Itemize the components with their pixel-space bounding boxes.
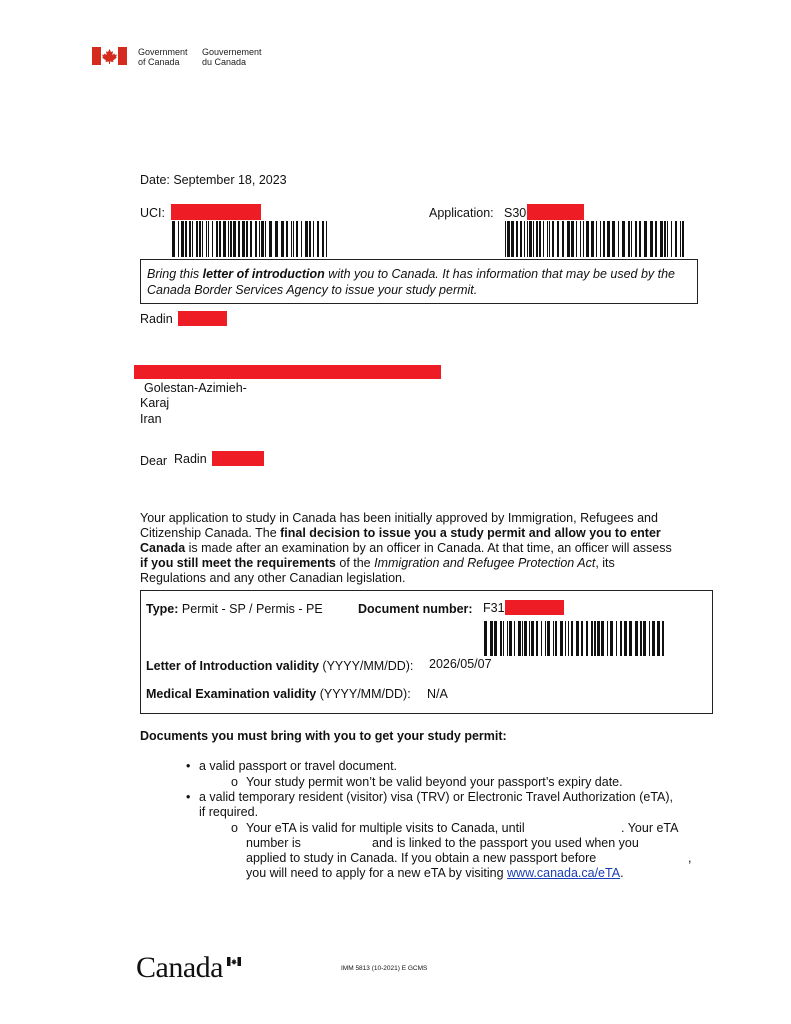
- barcode-bar: [581, 621, 583, 656]
- barcode-bar: [622, 221, 625, 257]
- address-line3: Iran: [140, 412, 162, 426]
- bullet-2-line1: a valid temporary resident (visitor) visa (TRV) or Electronic Travel Authorization (eTA),: [199, 790, 673, 804]
- gov-fr-line2: du Canada: [202, 57, 247, 67]
- permit-type: Type: Permit - SP / Permis - PE: [146, 602, 323, 616]
- application-prefix: S30: [504, 206, 527, 220]
- barcode-bar: [527, 221, 528, 257]
- barcode-bar: [189, 221, 191, 257]
- barcode-bar: [181, 221, 184, 257]
- sub-bullet-o-1: o: [231, 775, 238, 789]
- barcode-bar: [524, 221, 525, 257]
- uci-redaction: [171, 204, 261, 220]
- application-barcode: [505, 221, 685, 257]
- barcode-bar: [583, 221, 584, 257]
- documents-heading: Documents you must bring with you to get your study permit:: [140, 729, 507, 743]
- barcode-bar: [219, 221, 221, 257]
- barcode-bar: [543, 221, 544, 257]
- uci-barcode: [172, 221, 327, 257]
- intro-line2: Canada Border Services Agency to issue your study permit.: [147, 283, 478, 297]
- barcode-bar: [223, 221, 226, 257]
- barcode-bar: [675, 221, 677, 257]
- barcode-bar: [547, 621, 550, 656]
- intro-box: [140, 259, 698, 304]
- body-line4: if you still meet the requirements of the Immigration and Refugee Protection Act, its: [140, 556, 615, 570]
- gov-fr-line1: Gouvernement: [202, 47, 262, 57]
- barcode-bar: [199, 221, 201, 257]
- barcode-bar: [484, 621, 487, 656]
- barcode-bar: [553, 621, 554, 656]
- medical-validity-value: N/A: [427, 687, 448, 701]
- barcode-bar: [507, 621, 508, 656]
- barcode-bar: [230, 221, 232, 257]
- barcode-bar: [644, 221, 647, 257]
- barcode-bar: [586, 621, 588, 656]
- barcode-bar: [576, 621, 579, 656]
- barcode-bar: [591, 221, 594, 257]
- sub-bullet-2-line2b: and is linked to the passport you used when you: [372, 836, 639, 850]
- barcode-bar: [603, 221, 605, 257]
- salutation: Dear: [140, 454, 168, 468]
- barcode-bar: [514, 621, 515, 656]
- barcode-bar: [612, 221, 615, 257]
- gov-signature-en: [138, 47, 188, 67]
- barcode-bar: [682, 221, 684, 257]
- body-line2: Citizenship Canada. The final decision to issue you a study permit and allow you to enter: [140, 526, 661, 540]
- application-redaction: [527, 204, 584, 220]
- barcode-bar: [216, 221, 218, 257]
- sub-bullet-2-line3b: ,: [688, 851, 692, 865]
- barcode-bar: [317, 221, 319, 257]
- bullet-dot-1: •: [186, 759, 191, 773]
- barcode-bar: [652, 621, 655, 656]
- barcode-bar: [533, 221, 534, 257]
- barcode-bar: [562, 221, 564, 257]
- barcode-bar: [500, 621, 502, 656]
- barcode-bar: [547, 221, 548, 257]
- barcode-bar: [291, 221, 292, 257]
- barcode-bar: [635, 621, 638, 656]
- barcode-bar: [643, 621, 646, 656]
- application-label: Application:: [429, 206, 494, 220]
- barcode-bar: [536, 221, 538, 257]
- barcode-bar: [594, 621, 596, 656]
- barcode-bar: [522, 621, 523, 656]
- barcode-bar: [649, 621, 650, 656]
- barcode-bar: [618, 221, 619, 257]
- barcode-bar: [275, 221, 278, 257]
- barcode-bar: [185, 221, 187, 257]
- barcode-bar: [261, 221, 264, 257]
- barcode-bar: [629, 621, 632, 656]
- letter-date: Date: September 18, 2023: [140, 173, 287, 187]
- barcode-bar: [616, 621, 617, 656]
- uci-label: UCI:: [140, 206, 165, 220]
- barcode-bar: [586, 221, 589, 257]
- body-paragraph: [140, 511, 672, 586]
- barcode-bar: [531, 621, 534, 656]
- barcode-bar: [601, 621, 604, 656]
- document-barcode: [484, 621, 664, 656]
- barcode-bar: [667, 221, 668, 257]
- barcode-bar: [555, 621, 557, 656]
- barcode-bar: [557, 221, 559, 257]
- barcode-bar: [671, 221, 672, 257]
- eta-link[interactable]: www.canada.ca/eTA: [507, 866, 621, 880]
- barcode-bar: [591, 621, 593, 656]
- wordmark-flag-icon: [227, 957, 241, 966]
- barcode-bar: [265, 221, 266, 257]
- body-line5: Regulations and any other Canadian legislation.: [140, 571, 406, 585]
- barcode-bar: [600, 221, 601, 257]
- gov-en-line2: of Canada: [138, 57, 180, 67]
- barcode-bar: [178, 221, 179, 257]
- barcode-bar: [269, 221, 272, 257]
- sub-bullet-2-line1b: . Your eTA: [621, 821, 679, 835]
- barcode-bar: [259, 221, 260, 257]
- barcode-bar: [206, 221, 207, 257]
- body-line1: Your application to study in Canada has been initially approved by Immigration, Refugees and: [140, 511, 658, 525]
- loi-validity-value: 2026/05/07: [429, 657, 492, 671]
- bullet-1: a valid passport or travel document.: [199, 759, 398, 773]
- barcode-bar: [657, 621, 660, 656]
- address-line2: Karaj: [140, 396, 170, 410]
- barcode-bar: [597, 621, 600, 656]
- body-line3: Canada is made after an examination by an officer in Canada. At that time, an officer will assess: [140, 541, 672, 555]
- barcode-bar: [326, 221, 327, 257]
- form-code: IMM 5813 (10-2021) E GCMS: [341, 965, 428, 972]
- barcode-bar: [576, 221, 577, 257]
- barcode-bar: [286, 221, 288, 257]
- barcode-bar: [620, 621, 622, 656]
- barcode-bar: [313, 221, 314, 257]
- barcode-bar: [322, 221, 324, 257]
- barcode-bar: [571, 221, 574, 257]
- barcode-bar: [309, 221, 311, 257]
- salutation-name: Radin: [174, 452, 207, 466]
- barcode-bar: [640, 621, 642, 656]
- barcode-bar: [293, 221, 294, 257]
- barcode-bar: [503, 621, 504, 656]
- sub-bullet-1: Your study permit won’t be valid beyond your passport’s expiry date.: [246, 775, 623, 789]
- sub-bullet-2-line1a: Your eTA is valid for multiple visits to Canada, until: [246, 821, 525, 835]
- canada-flag-icon: [92, 47, 127, 65]
- sub-bullet-2-line4: you will need to apply for a new eTA by visiting www.canada.ca/eTA.: [246, 866, 624, 880]
- barcode-bar: [250, 221, 252, 257]
- gov-en-line1: Government: [138, 47, 188, 57]
- recipient-name: Radin: [140, 312, 173, 326]
- barcode-bar: [255, 221, 257, 257]
- barcode-bar: [509, 621, 512, 656]
- barcode-bar: [624, 621, 627, 656]
- barcode-bar: [516, 221, 518, 257]
- barcode-bar: [518, 621, 521, 656]
- recipient-redaction: [178, 311, 227, 326]
- gov-signature-fr: [202, 47, 262, 67]
- barcode-bar: [505, 221, 506, 257]
- barcode-bar: [607, 221, 610, 257]
- barcode-bar: [631, 221, 632, 257]
- barcode-bar: [511, 221, 514, 257]
- barcode-bar: [680, 221, 681, 257]
- sub-bullet-o-2: o: [231, 821, 238, 835]
- document-number-redaction: [505, 600, 564, 615]
- barcode-bar: [196, 221, 198, 257]
- barcode-bar: [628, 221, 630, 257]
- barcode-bar: [301, 221, 302, 257]
- intro-line1: Bring this letter of introduction with you to Canada. It has information that may be used by the: [147, 267, 676, 281]
- barcode-bar: [639, 221, 641, 257]
- address-line1: Golestan-Azimieh-: [144, 381, 247, 395]
- barcode-bar: [490, 621, 493, 656]
- barcode-bar: [494, 621, 497, 656]
- barcode-bar: [541, 621, 542, 656]
- bullet-dot-2: •: [186, 790, 191, 804]
- barcode-bar: [635, 221, 637, 257]
- barcode-bar: [529, 621, 530, 656]
- barcode-bar: [212, 221, 213, 257]
- barcode-bar: [246, 221, 248, 257]
- barcode-bar: [560, 621, 563, 656]
- barcode-bar: [238, 221, 240, 257]
- bullet-2-line2: if required.: [199, 805, 259, 819]
- barcode-bar: [580, 221, 581, 257]
- loi-validity: Letter of Introduction validity (YYYY/MM/DD):: [146, 659, 414, 673]
- barcode-bar: [208, 221, 209, 257]
- barcode-bar: [567, 221, 570, 257]
- barcode-bar: [610, 621, 613, 656]
- barcode-bar: [507, 221, 510, 257]
- barcode-bar: [568, 621, 569, 656]
- barcode-bar: [228, 221, 229, 257]
- barcode-bar: [305, 221, 308, 257]
- barcode-bar: [242, 221, 245, 257]
- barcode-bar: [607, 621, 608, 656]
- barcode-bar: [571, 621, 573, 656]
- barcode-bar: [662, 621, 664, 656]
- barcode-bar: [536, 621, 538, 656]
- sub-bullet-2-line2a: number is: [246, 836, 301, 850]
- barcode-bar: [650, 221, 653, 257]
- barcode-bar: [233, 221, 236, 257]
- address-redaction: [134, 365, 441, 379]
- salutation-redaction: [212, 451, 264, 466]
- permit-box: [140, 590, 713, 714]
- barcode-bar: [202, 221, 203, 257]
- barcode-bar: [281, 221, 284, 257]
- barcode-bar: [655, 221, 657, 257]
- barcode-bar: [545, 621, 546, 656]
- barcode-bar: [664, 221, 666, 257]
- barcode-bar: [524, 621, 527, 656]
- barcode-bar: [520, 221, 522, 257]
- barcode-bar: [565, 621, 566, 656]
- medical-validity: Medical Examination validity (YYYY/MM/DD):: [146, 687, 411, 701]
- barcode-bar: [549, 221, 550, 257]
- canada-wordmark: Canada: [136, 951, 223, 984]
- barcode-bar: [539, 221, 541, 257]
- barcode-bar: [660, 221, 663, 257]
- barcode-bar: [529, 221, 532, 257]
- barcode-bar: [192, 221, 193, 257]
- barcode-bar: [172, 221, 175, 257]
- sub-bullet-2-line3a: applied to study in Canada. If you obtain a new passport before: [246, 851, 597, 865]
- barcode-bar: [296, 221, 298, 257]
- document-number-prefix: F31: [483, 601, 505, 615]
- barcode-bar: [596, 221, 597, 257]
- barcode-bar: [552, 221, 554, 257]
- document-number-label: Document number:: [358, 602, 473, 616]
